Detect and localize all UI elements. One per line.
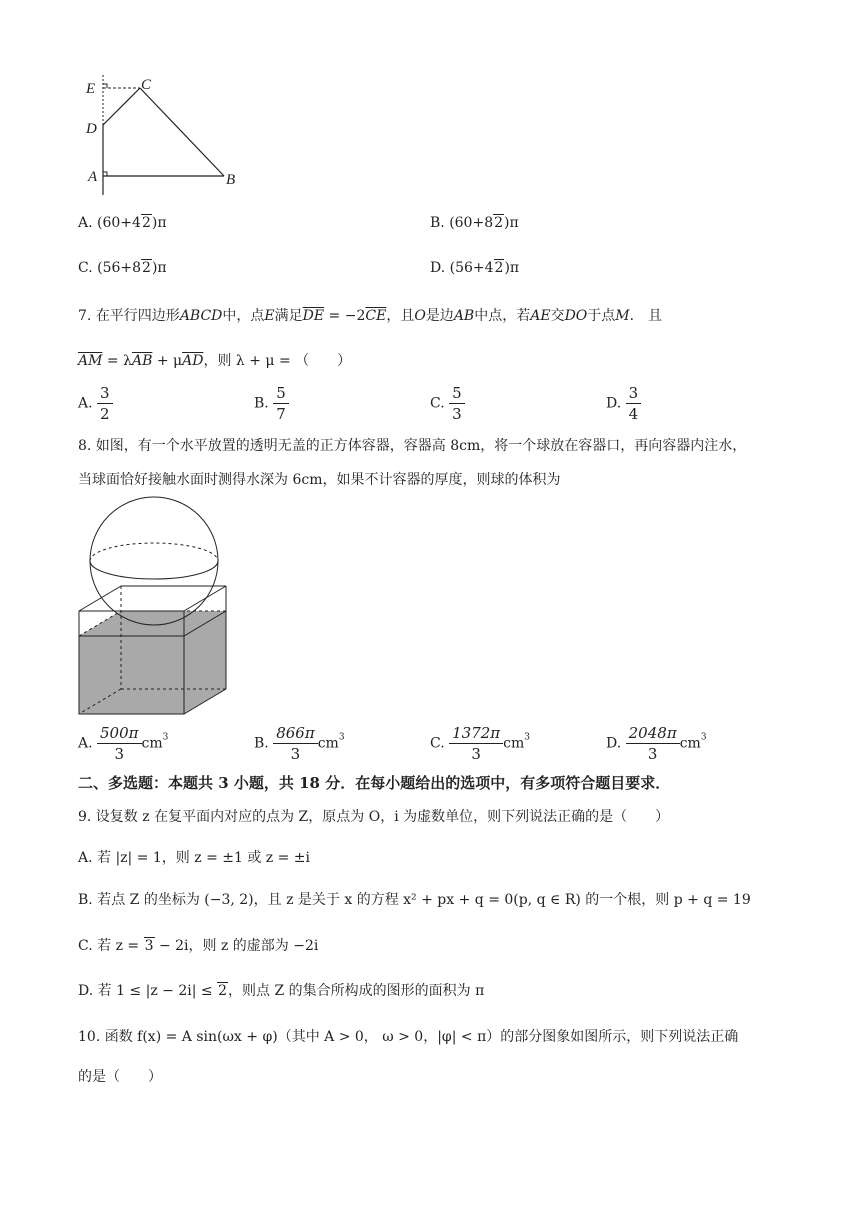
- quadrilateral-figure: [78, 70, 258, 200]
- q6-option-b: B. (60+82)π: [430, 215, 519, 231]
- q9-option-c: C. 若 z = 3 − 2i，则 z 的虚部为 −2i: [78, 938, 319, 954]
- q9-option-a: A. 若 |z| = 1，则 z = ±1 或 z = ±i: [78, 850, 311, 866]
- q9-option-d: D. 若 1 ≤ |z − 2i| ≤ 2，则点 Z 的集合所构成的图形的面积为 π: [78, 983, 485, 999]
- label-B: B: [226, 172, 236, 188]
- q7-option-d: D. $\frac{3}{4}$: [606, 383, 641, 424]
- sphere-cube-figure: [76, 496, 236, 718]
- label-E: E: [86, 81, 96, 97]
- q6-option-c: C. (56+82)π: [78, 260, 167, 276]
- q8-option-c: C. $\frac{1372\pi}{3}$ $cm^3$: [430, 724, 531, 763]
- section-heading: 二、多选题：本题共 3 小题，共 18 分．在每小题给出的选项中，有多项符合题目要求．: [78, 774, 671, 792]
- q10-stem-line1: 10. 函数 f(x) = A sin(ωx + φ)（其中 A > 0， ω > 0，|φ| < π）的部分图象如图所示，则下列说法正确: [78, 1029, 739, 1045]
- q8-option-a: A. $\frac{500\pi}{3}$ $cm^3$: [78, 724, 169, 763]
- q7-option-a: A. $\frac{3}{2}$: [78, 383, 113, 424]
- q8-option-b: B. $\frac{866\pi}{3}$ $cm^3$: [254, 724, 345, 763]
- label-C: C: [141, 77, 152, 93]
- q6-option-a: A. (60+42)π: [78, 215, 167, 231]
- q9-stem: 9. 设复数 z 在复平面内对应的点为 Z，原点为 O，i 为虚数单位，则下列说法正确的是（ ）: [78, 809, 670, 825]
- q7-stem-line2: $\overline{AM} = \lambda\overline{AB} + \mu\overline{AD}$，则 λ + μ = （ ）: [78, 353, 352, 369]
- q8-option-d: D. $\frac{2048\pi}{3}$ $cm^3$: [606, 724, 707, 763]
- q7-option-c: C. $\frac{5}{3}$: [430, 383, 465, 424]
- q8-stem-line2: 当球面恰好接触水面时测得水深为 6cm，如果不计容器的厚度，则球的体积为: [78, 472, 561, 488]
- q8-stem-line1: 8. 如图，有一个水平放置的透明无盖的正方体容器，容器高 8cm，将一个球放在容器口，再向容器内注水，: [78, 438, 747, 454]
- q6-option-d: D. (56+42)π: [430, 260, 520, 276]
- q7-option-b: B. $\frac{5}{7}$: [254, 383, 289, 424]
- label-D: D: [86, 121, 97, 137]
- label-A: A: [88, 169, 98, 185]
- q9-option-b: B. 若点 Z 的坐标为 (−3, 2)，且 z 是关于 x 的方程 x² + px + q = 0(p, q ∈ R) 的一个根，则 p + q = 19: [78, 892, 751, 908]
- q7-stem-line1: 7. 在平行四边形ABCD中，点E满足$\overline{DE} = -2\overline{CE}$，且O是边AB中点，若AE交DO于点M． 且: [78, 308, 663, 324]
- q10-stem-line2: 的是（ ）: [78, 1069, 162, 1085]
